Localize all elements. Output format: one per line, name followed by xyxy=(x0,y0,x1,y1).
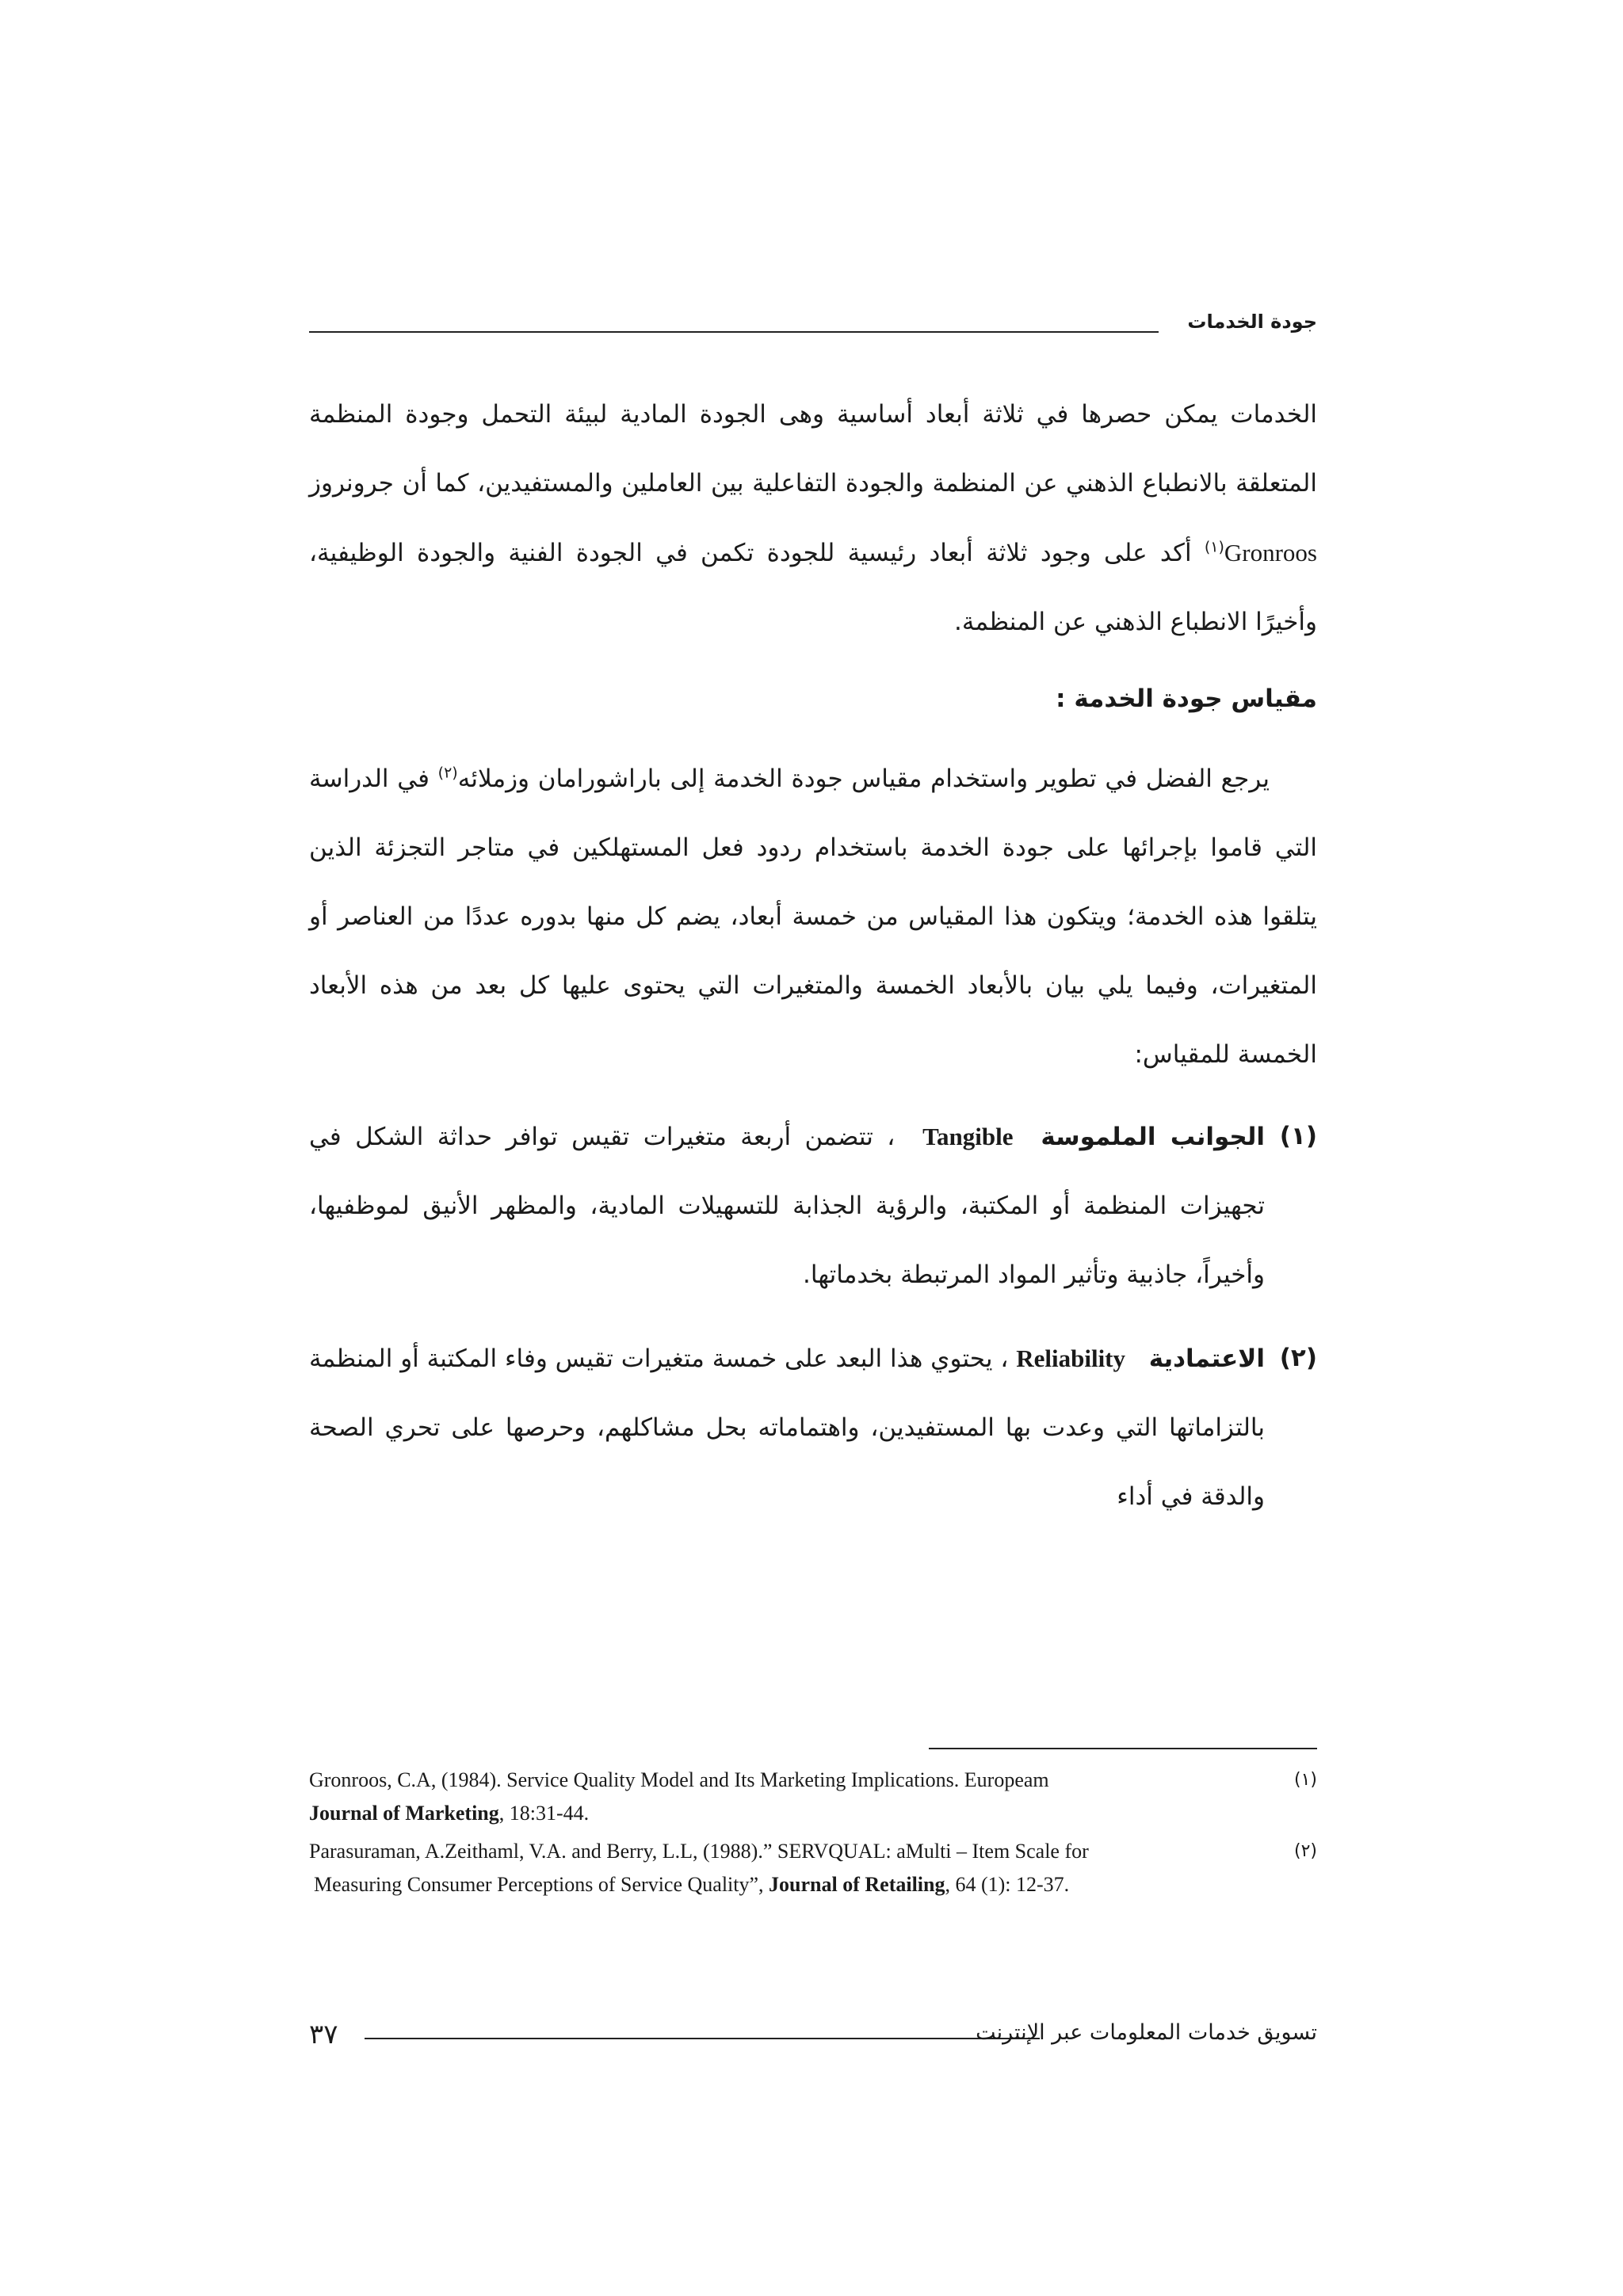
page-number: ٣٧ xyxy=(309,2019,338,2050)
dimension-number: (٢) xyxy=(1279,1344,1317,1372)
gronroos-latin: Gronroos xyxy=(1224,539,1317,566)
body-text xyxy=(309,380,1317,1546)
footnote-ref-2[interactable]: (٢) xyxy=(437,764,458,782)
footnotes xyxy=(309,1764,1317,1906)
paragraph-1 xyxy=(309,380,1317,657)
footnote-journal: Journal of Marketing xyxy=(309,1802,499,1825)
footnote-1 xyxy=(309,1764,1317,1830)
footnote-journal: Journal of Retailing xyxy=(769,1873,945,1896)
running-header-title: جودة الخدمات xyxy=(1187,311,1317,333)
footer-rule xyxy=(365,2038,1040,2039)
footnote-text: Gronroos, C.A, (1984). Service Quality Model and Its Marketing Implications. Europeam xyxy=(309,1768,1049,1791)
dimension-latin-term: Reliability xyxy=(1016,1344,1126,1372)
paragraph-2-text-b: في الدراسة التي قاموا بإجرائها على جودة الخدمة باستخدام ردود فعل المستهلكين في متاجر التجزئة الذين يتلقوا هذه الخدمة؛ ويتكون هذا المقياس من خمسة أبعاد، يضم كل منها بدوره عددًا من العناصر أو المتغيرات، وفيما يلي بيان بالأبعاد الخمسة والمتغيرات التي يحتوى عليها كل بعد من هذه الأبعاد الخمسة للمقياس: xyxy=(309,765,1317,1069)
paragraph-1-text-a: الخدمات يمكن حصرها في ثلاثة أبعاد أساسية وهى الجودة المادية لبيئة التحمل وجودة المنظمة المتعلقة بالانطباع الذهني عن المنظمة والجودة التفاعلية بين العاملين والمستفيدين، كما أن جرونروز xyxy=(309,400,1317,498)
footnote-rule xyxy=(929,1748,1317,1749)
dimension-number: (١) xyxy=(1279,1122,1317,1150)
dimension-latin-term: Tangible xyxy=(922,1123,1014,1150)
footnote-text: Parasuraman, A.Zeithaml, V.A. and Berry, L.L, (1988).” SERVQUAL: aMulti – Item Scale for xyxy=(309,1840,1089,1863)
dimension-title: الجوانب الملموسة xyxy=(1041,1123,1265,1151)
section-heading: مقياس جودة الخدمة : xyxy=(1056,685,1317,713)
dimension-item-reliability xyxy=(309,1324,1317,1531)
running-header xyxy=(309,307,1317,347)
footnote-2 xyxy=(309,1835,1317,1901)
dimension-description: ، يحتوي هذا البعد على خمسة متغيرات تقيس وفاء المكتبة أو المنظمة بالتزاماتها التي وعدت بها المستفيدين، واهتماماته بحل مشاكلهم، وحرصها على تحري الصحة والدقة في أداء xyxy=(309,1344,1265,1511)
header-rule xyxy=(309,331,1159,333)
dimension-item-tangible xyxy=(309,1102,1317,1310)
footnote-line-2 xyxy=(309,1868,1279,1901)
footnote-ref-1[interactable]: (١) xyxy=(1204,538,1224,556)
dimension-description: ، تتضمن أربعة متغيرات تقيس توافر حداثة الشكل في تجهيزات المنظمة أو المكتبة، والرؤية الجذابة للتسهيلات المادية، والمظهر الأنيق لموظفيها، وأخيراً، جاذبية وتأثير المواد المرتبطة بخدماتها. xyxy=(309,1123,1265,1289)
paragraph-1-text-b: أكد على وجود ثلاثة أبعاد رئيسية للجودة تكمن في الجودة الفنية والجودة الوظيفية، وأخيرًا الانطباع الذهني عن المنظمة. xyxy=(309,539,1317,636)
footer-book-title: تسويق خدمات المعلومات عبر الإنترنت xyxy=(976,2020,1317,2045)
paragraph-2 xyxy=(309,745,1317,1089)
dimensions-list xyxy=(309,1102,1317,1531)
page-footer xyxy=(309,2019,1317,2058)
footnote-number: (٢) xyxy=(1293,1841,1317,1861)
footnote-text-2: Measuring Consumer Perceptions of Service Quality”, xyxy=(314,1873,769,1896)
footnote-tail: , 64 (1): 12-37. xyxy=(945,1873,1070,1896)
footnote-number: (١) xyxy=(1293,1770,1317,1790)
paragraph-2-text-a: يرجع الفضل في تطوير واستخدام مقياس جودة الخدمة إلى باراشورامان وزملائه xyxy=(457,765,1270,793)
dimension-title: الاعتمادية xyxy=(1148,1344,1265,1373)
footnote-tail: , 18:31-44. xyxy=(498,1802,590,1825)
